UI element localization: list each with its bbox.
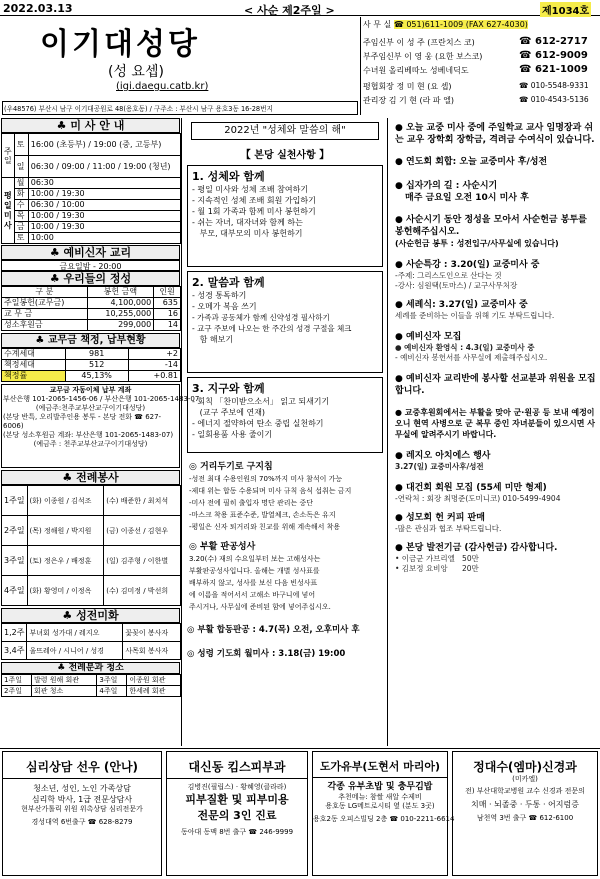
year-theme: 2022년 "성체와 말씀의 해" bbox=[191, 122, 379, 140]
catechumen-title: ♣ 예비신자 교리 bbox=[1, 245, 180, 260]
club-icon: ♣ bbox=[62, 471, 77, 484]
middle-column bbox=[183, 118, 388, 746]
table-row: 금 10:00 / 19:30 bbox=[2, 222, 181, 233]
catechumen-time: 금요일밤 - 20:00 bbox=[1, 260, 180, 271]
practice-section-1: 1. 성체와 함께 - 평일 미사와 성체 조배 참여하기 - 지속적인 성체 조배 회원 가입하기 - 월 1회 가족과 함께 미사 봉헌하기 - 쉬는 자녀, 대자녀와 함께 하는 부모, 대부모의 미사 봉헌하기 bbox=[187, 165, 383, 267]
table-row: 주일 토 16:00 (초등부) / 19:00 (중, 고등부) bbox=[2, 134, 181, 156]
practice-section-2: 2. 말씀과 함께 - 성경 통독하기 - 오메가 복음 쓰기 - 가족과 공동체가 함께 신약성경 필사하기 - 교구 주보에 나오는 한 주간의 성경 구절을 체크 함 해보기 bbox=[187, 271, 383, 373]
issue-number: 제1034호 bbox=[540, 2, 591, 17]
club-icon: ♣ bbox=[49, 272, 64, 285]
table-row: 1주일 (화) 이종원 / 김석조 (수) 배준한 / 최치석 bbox=[2, 486, 181, 516]
contact-pastor-phone: ☎ 612-2717 bbox=[519, 36, 588, 47]
table-row: 4주일 (화) 황영미 / 이정옥 (수) 김미정 / 박선희 bbox=[2, 576, 181, 606]
notice-item: ● 사순특강 : 3.20(일) 교중미사 중 bbox=[395, 260, 540, 270]
contact-row-assistant: 부주임신부 이 영 웅 (요한 보스코) bbox=[363, 52, 483, 61]
contact-manager-phone: ☎ 010-4543-5136 bbox=[519, 95, 589, 104]
ceremony-table bbox=[1, 485, 181, 606]
notice-note: ● 예비신자 환영식 : 4.3(일) 교중미사 중 bbox=[395, 343, 535, 352]
ad-food: 도가유부(도현서 마리아) 각종 유부초밥 및 충무김밥 추천메뉴: 참쌀 새알 수제비 용호동 LG메트로시티 옆 (분도 3곳) 용호2동 오피스빌딩 2층 ☎ 010-2211-6614 bbox=[312, 751, 448, 876]
cleaning-table bbox=[1, 674, 181, 697]
liturgical-week: < 사순 제2주일 > bbox=[244, 4, 335, 17]
table-row: 수 06:30 / 10:00 bbox=[2, 200, 181, 211]
joint-confession: ◎ 부활 합동판공 : 4.7(목) 오전, 오후미사 후 bbox=[187, 625, 360, 635]
notice-note: • 이금군 가브리엘 50만 bbox=[395, 554, 479, 563]
table-row: 1,2주 부녀회 성가대 / 레지오 꽃꽂이 봉사자 bbox=[2, 624, 181, 642]
table-row: 책정률 45,13% +0.81 bbox=[2, 371, 181, 382]
contact-row-office: 사 무 실 ☎ 051)611-1009 (FAX 627-4030) bbox=[363, 20, 528, 29]
church-website[interactable]: (igi.daegu.catb.kr) bbox=[116, 81, 209, 92]
notice-item: ● 연도회 회합: 오늘 교중미사 후/성전 bbox=[395, 157, 548, 167]
club-icon: ♣ bbox=[56, 119, 71, 132]
right-column bbox=[389, 118, 600, 746]
mass-title: ♣ 미 사 안 내 bbox=[1, 118, 180, 133]
practice-section-3: 3. 지구와 함께 - 회칙 「찬미받으소서」 읽고 되새기기 (교구 주보에 연재) - 에너지 절약하여 탄소 중립 실천하기 - 일회용품 사용 줄이기 bbox=[187, 377, 383, 453]
offering-table bbox=[1, 286, 181, 331]
notice-item: ● 본당 발전기금 (감사헌금) 감사합니다. bbox=[395, 543, 558, 553]
ceremony-title: ♣ 전례봉사 bbox=[1, 470, 180, 485]
table-row: 토 10:00 bbox=[2, 233, 181, 244]
table-row: 성소후원금 299,000 14 bbox=[2, 320, 181, 331]
contact-row-council: 평협회장 정 미 현 (요 셉) bbox=[363, 82, 452, 91]
notice-item: ● 대건회 회원 모집 (55세 미만 형제) bbox=[395, 483, 547, 493]
notice-note: 3.27(일) 교중미사후/성전 bbox=[395, 462, 484, 471]
table-row: 책정세대 512 -14 bbox=[2, 360, 181, 371]
table-row: 목 10:00 / 19:30 bbox=[2, 211, 181, 222]
notice-item: ● 세례식: 3.27(일) 교중미사 중 bbox=[395, 300, 528, 310]
contact-list bbox=[360, 17, 600, 115]
choir-title: ♣ 성전미화 bbox=[1, 608, 180, 623]
table-row: 교 무 금 10,255,000 16 bbox=[2, 309, 181, 320]
contact-row-convent: 수녀원 올리베따노 성베네딕도 bbox=[363, 66, 469, 75]
pledge-title: ♣ 교무금 책정, 납부현황 bbox=[1, 333, 180, 348]
weekday-label: 평일미사 bbox=[2, 178, 15, 244]
notice-item: ● 교중후원회에서는 부활을 맞아 군·원공 등 보내 예정이오니 현역 사병으로 군 복무 중인 자녀분들이 있으시면 사무실에 알려주시기 바랍니다. bbox=[395, 408, 596, 439]
account-notice: 교무금 자동이체 납부 계좌 부산은행 101-2065-1456-06 / 부산은행 101-2065-1483-07 (예금주:천주교부산교구이기대성당) (본당 반특, 오리발주인용 봉투 - 본당 전화 ☎ 627-6006) (본당 성소후원금 계좌: 부산은행 101-2065-1483-07) (예금주 : 천주교부산교구이기대성당) bbox=[1, 384, 180, 468]
table-row: 1주일 발령 원해 회관 3주일 이종원 회관 bbox=[2, 675, 181, 686]
contact-assistant-phone: ☎ 612-9009 bbox=[519, 50, 588, 61]
table-row: 구 분 봉헌 금액 인원 bbox=[2, 287, 181, 298]
notice-item: ● 오늘 교중 미사 중에 주일학교 교사 임명장과 쉬는 교우 장학회 장학금, 격려금 수여식이 있습니다. bbox=[395, 123, 595, 145]
choir-table bbox=[1, 623, 181, 660]
club-icon: ♣ bbox=[35, 335, 48, 346]
notice-note: -연락처 : 회장 최명준(도미니코) 010-5499-4904 bbox=[395, 494, 561, 503]
table-row: 3주일 (토) 정은우 / 배정훈 (일) 김주형 / 이한별 bbox=[2, 546, 181, 576]
notice-note: -많은 관심과 협조 부탁드립니다. bbox=[395, 524, 502, 533]
table-row: 일 06:30 / 09:00 / 11:00 / 19:00 (청년) bbox=[2, 156, 181, 178]
practice-subtitle: 【 본당 실천사항 】 bbox=[240, 150, 330, 161]
notice-note: (사순헌금 봉투 : 성전입구/사무실에 있습니다) bbox=[395, 239, 559, 248]
left-column bbox=[0, 118, 200, 746]
contact-row-manager: 관리장 김 기 현 (라 파 엘) bbox=[363, 96, 455, 105]
masthead bbox=[0, 17, 360, 115]
contact-convent-phone: ☎ 621-1009 bbox=[519, 64, 588, 75]
notice-note: • 김보정 요비앙 20만 bbox=[395, 564, 479, 573]
table-row: 화 10:00 / 19:30 bbox=[2, 189, 181, 200]
table-row: 2주일 회관 청소 4주일 한세례 회관 bbox=[2, 686, 181, 697]
notice-item: ● 예비신자 모집 bbox=[395, 332, 462, 342]
covid-guidelines: ◎ 거리두기로 구지침 -성전 최대 수용인원의 70%까지 미사 참석이 가능 -제대 위는 합동 수용되며 미사 규칙 음식 섭취는 금지 -미사 전에 필히 출입자 명단 관리는 중단 -마스크 착용 표준수준, 발열체크, 손소독은 유지 -평일은 신자 퇴거리와 친교를 위해 계속해서 착용 bbox=[189, 462, 352, 531]
cleaning-title: ♣ 전례분과 청소 bbox=[1, 662, 180, 674]
club-icon: ♣ bbox=[62, 609, 77, 622]
ad-counseling: 심리상담 선우 (안나) 청소년, 성인, 노인 가족상담 심리학 박사, 1급 전문상담사 현부산가톨릭 위원 위촉상담 심리전문가 경성대역 6번출구 ☎ 628-8279 bbox=[2, 751, 162, 876]
mass-schedule-table bbox=[1, 133, 181, 244]
church-address: (우48576) 부산시 남구 이기대공원로 48(용호동) / 구주소 : 부산시 남구 용호3동 16-28번지 bbox=[2, 101, 358, 115]
patron-saint: (성 요셉) bbox=[108, 64, 164, 80]
notice-item: ● 성모회 헌 커피 판매 bbox=[395, 513, 485, 523]
club-icon: ♣ bbox=[49, 246, 64, 259]
notice-item: ● 예비신자 교리반에 봉사할 선교분과 위원을 모집합니다. bbox=[395, 374, 596, 396]
table-row: 3,4주 울뜨레아 / 시니어 / 성경 사목회 봉사자 bbox=[2, 642, 181, 660]
pledge-table bbox=[1, 348, 181, 382]
contact-council-phone: ☎ 010-5548-9331 bbox=[519, 81, 589, 90]
ad-neurology: 정대수(엠마)신경과 (미카엘) 전) 부산대학교병원 교수 신경과 전문의 치매 · 뇌졸중 · 두통 · 어지럼증 남천역 3번 출구 ☎ 612-6100 bbox=[452, 751, 598, 876]
contact-row-pastor: 주임신부 이 성 주 (프란치스 코) bbox=[363, 38, 475, 47]
notice-item: ● 레지오 아치에스 행사 bbox=[395, 451, 491, 461]
spirit-prayer: ◎ 성령 기도회 월미사 : 3.18(금) 19:00 bbox=[187, 649, 346, 659]
top-strip bbox=[0, 0, 600, 16]
table-row: 주일봉헌(교무금) 4,100,000 635 bbox=[2, 298, 181, 309]
notice-note: -강사: 심원택(토마스) / 교구사무처장 bbox=[395, 281, 518, 290]
notice-item: ● 십자가의 길 : 사순시기 bbox=[395, 181, 498, 191]
table-row: 2주일 (목) 정해원 / 박지원 (금) 이종선 / 김현우 bbox=[2, 516, 181, 546]
table-row: 수계세대 981 +2 bbox=[2, 349, 181, 360]
church-name: 이기대성당 bbox=[40, 27, 200, 62]
easter-confession: ◎ 부활 판공성사 3.20(수) 재의 수요일부터 보는 고해성사는 부활판공성사입니다. 올해는 개별 성사표를 배부하지 않고, 성사를 보신 다음 빈성사표 에 이름을 적어서서 고해소 바구니에 넣어 주시거나, 사무실에 준비된 함에 넣어주십시오. bbox=[189, 542, 331, 611]
notice-item: ● 사순시기 동안 정성을 모아서 사순헌금 봉투를 봉헌해주십시오. bbox=[395, 215, 587, 237]
notice-note: 세례를 준비하는 이들을 위해 기도 부탁드립니다. bbox=[395, 311, 555, 320]
notice-note: 매주 금요일 오전 10시 미사 후 bbox=[405, 193, 529, 203]
ad-dermatology: 대신동 킴스피부과 김병진(필립스) · 황혜영(클라라) 피부질환 및 피부미용 전문의 3인 진료 동아대 동맥 8번 출구 ☎ 246-9999 bbox=[166, 751, 308, 876]
ads-footer bbox=[0, 748, 600, 879]
offering-title: ♣ 우리들의 정성 bbox=[1, 271, 180, 286]
notice-note: - 예비신자 봉헌서를 사무실에 제출해주십시오. bbox=[395, 353, 548, 362]
club-icon: ♣ bbox=[57, 663, 69, 673]
table-row: 평일미사 월 06:30 bbox=[2, 178, 181, 189]
issue-date: 2022.03.13 bbox=[3, 2, 73, 15]
notice-note: -주제: 그리스도인으로 산다는 것 bbox=[395, 271, 502, 280]
sunday-label: 주일 bbox=[2, 134, 15, 178]
